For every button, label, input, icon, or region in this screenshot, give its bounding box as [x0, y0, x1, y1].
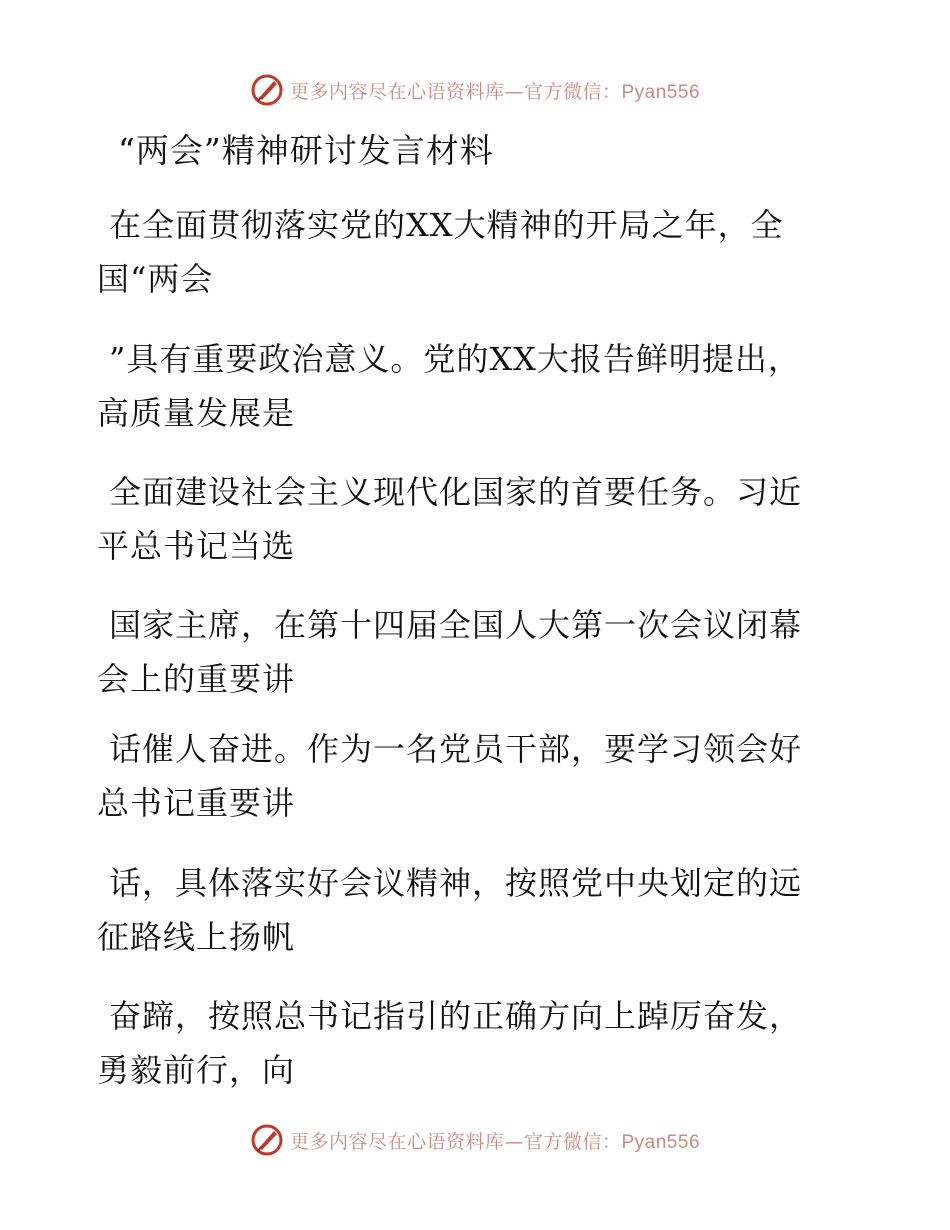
banner-text: 更多内容尽在心语资料库—官方微信：Pyan556: [289, 1130, 701, 1153]
header-banner: [0, 70, 950, 110]
paragraph: 话，具体落实好会议精神，按照党中央划定的远 征路线上扬帆: [97, 864, 803, 956]
quill-logo-icon: [250, 1123, 284, 1157]
paragraph: 话催人奋进。作为一名党员干部，要学习领会好 总书记重要讲: [97, 730, 803, 822]
footer-banner: [0, 1120, 950, 1160]
document-title: “两会”精神研讨发言材料: [118, 131, 494, 170]
paragraph: 在全面贯彻落实党的XX大精神的开局之年，全 国“两会: [97, 206, 784, 298]
paragraph: 国家主席，在第十四届全国人大第一次会议闭幕 会上的重要讲: [97, 606, 803, 698]
paragraph: 奋蹄，按照总书记指引的正确方向上踔厉奋发， 勇毅前行，向: [97, 997, 803, 1089]
paragraph: ”具有重要政治意义。党的XX大报告鲜明提出， 高质量发展是: [97, 340, 801, 432]
quill-logo-icon: [250, 73, 284, 107]
paragraph: 全面建设社会主义现代化国家的首要任务。习近 平总书记当选: [97, 473, 803, 565]
banner-text: 更多内容尽在心语资料库—官方微信：Pyan556: [289, 80, 701, 103]
